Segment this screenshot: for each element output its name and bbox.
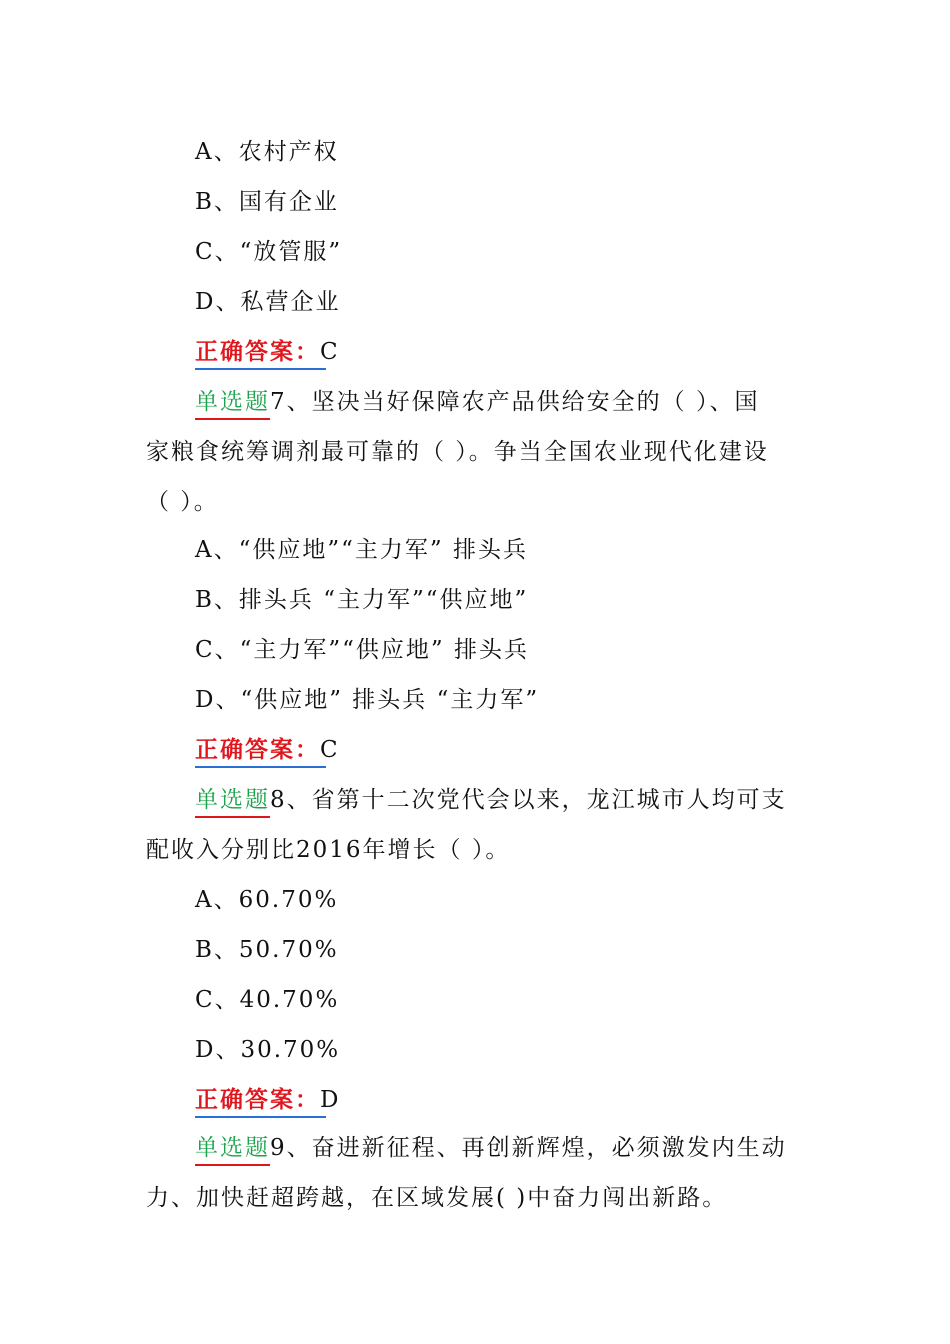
option-d: D、“供应地” 排头兵 “主力军” (195, 687, 540, 713)
option-d: D、30.70% (195, 1037, 341, 1063)
option-d: D、私营企业 (195, 289, 341, 315)
option-c: C、40.70% (195, 987, 340, 1013)
question-text-continued: 家粮食统筹调剂最可靠的（ ）。争当全国农业现代化建设 (146, 439, 769, 465)
answer-line (195, 337, 340, 367)
question-line (195, 387, 759, 417)
option-b: B、排头兵 “主力军”“供应地” (195, 587, 529, 613)
question-text: 9、奋进新征程、再创新辉煌，必须激发内生动 (270, 1135, 787, 1161)
option-a: A、农村产权 (195, 139, 339, 165)
answer-value: C (320, 339, 340, 365)
answer-value: D (320, 1087, 341, 1113)
answer-line (195, 1085, 340, 1115)
question-text-continued: 力、加快赶超跨越，在区域发展( )中奋力闯出新路。 (146, 1185, 728, 1211)
question-type-label: 单选题 (195, 787, 270, 813)
question-line (195, 1133, 787, 1163)
question-type-label: 单选题 (195, 1135, 270, 1161)
answer-label: 正确答案： (195, 737, 320, 763)
option-a: A、60.70% (195, 887, 339, 913)
option-b: B、50.70% (195, 937, 339, 963)
answer-label: 正确答案： (195, 339, 320, 365)
question-text: 8、省第十二次党代会以来，龙江城市人均可支 (270, 787, 787, 813)
option-c: C、“放管服” (195, 239, 343, 265)
question-type-label: 单选题 (195, 389, 270, 415)
question-text-continued: （ ）。 (146, 489, 219, 515)
answer-value: C (320, 737, 340, 763)
question-text-continued: 配收入分别比2016年增长（ ）。 (146, 837, 511, 863)
question-text: 7、坚决当好保障农产品供给安全的（ ）、国 (270, 389, 760, 415)
option-a: A、“供应地”“主力军” 排头兵 (195, 537, 528, 563)
option-b: B、国有企业 (195, 189, 339, 215)
answer-label: 正确答案： (195, 1087, 320, 1113)
option-c: C、“主力军”“供应地” 排头兵 (195, 637, 529, 663)
answer-line (195, 735, 340, 765)
question-line (195, 785, 787, 815)
